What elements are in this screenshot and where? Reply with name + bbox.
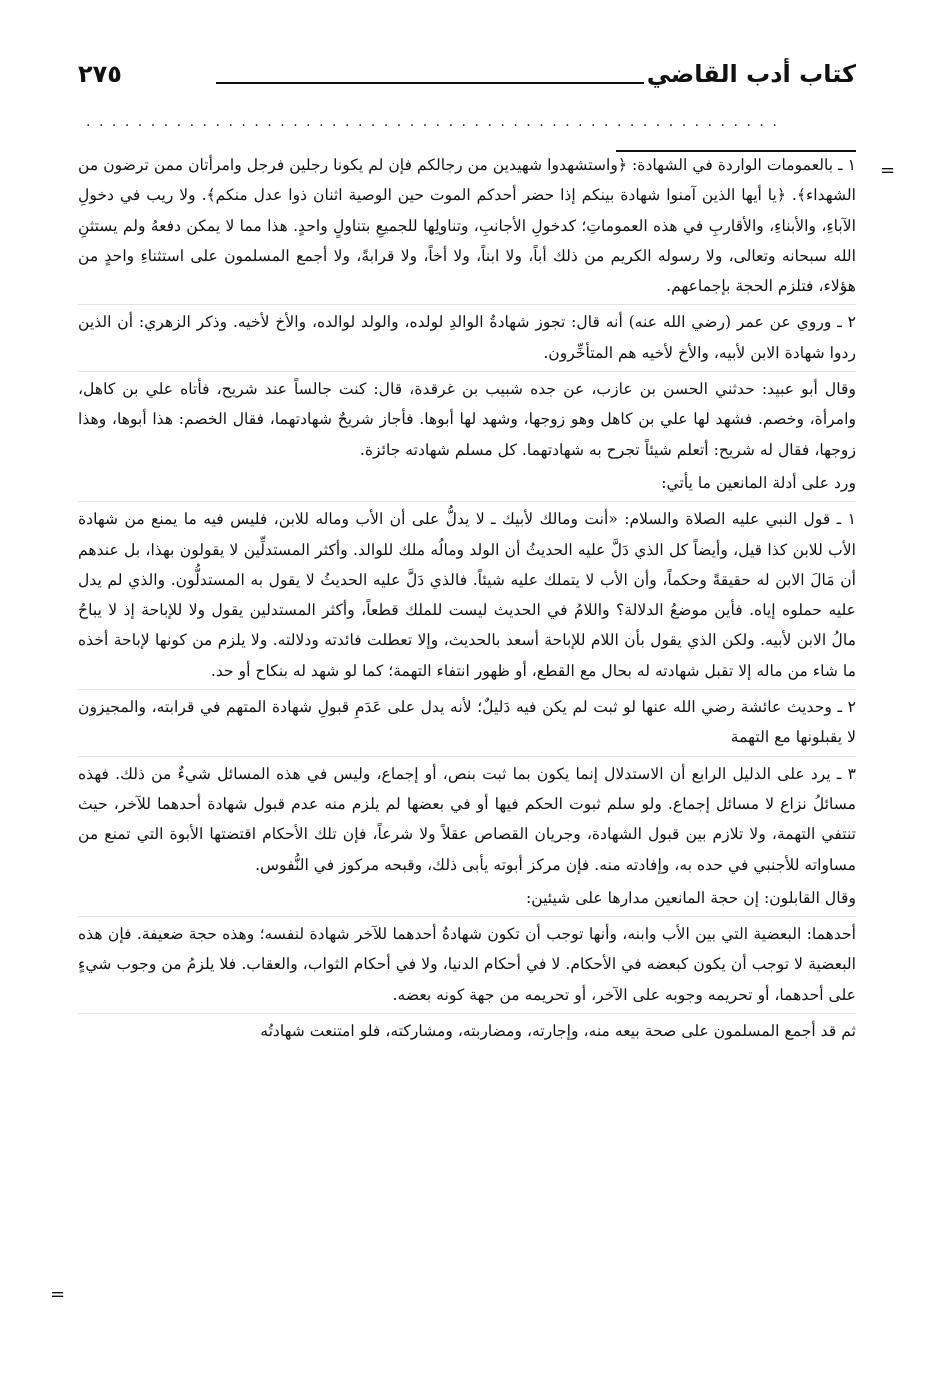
paragraph-1: ١ ـ بالعمومات الواردة في الشهادة: ﴿واستشهدوا شهيدين من رجالكم فإن لم يكونا رجلين فرجل وامرأتان ممن ترضون من الشهداء﴾. ﴿يا أيها الذين آمنوا شهادة بينكم إذا حضر أحدكم الموت حين الوصية اثنان ذوا عدل منكم﴾. ولا ريب في دخولِ الآباءِ، والأبناءِ، والأقاربِ في هذه العموماتِ؛ كدخولِ الأجانبِ، وتناولِها للجميعِ بتناولٍ واحدٍ. هذا مما لا يمكن دفعهُ ولم يستثنِ الله سبحانه وتعالى، ولا رسوله الكريم من ذلك أباً، ولا ابناً، ولا أخاً، ولا قرابةً، ولا أجمع المسلمون على استثناءِ واحدٍ من هؤلاء، فتلزم الحجة بإجماعهم.	[78, 156, 856, 296]
continuation-mark-top: =	[880, 160, 896, 181]
paragraph-8: وقال القابلون: إن حجة المانعين مدارها على شيئين:	[525, 888, 856, 907]
paragraph-7: ٣ ـ يرد على الدليل الرابع أن الاستدلال إنما يكون بما ثبت بنص، أو إجماع، وليس في هذه المسائل شيءٌ من ذلك. فهذه مسائلُ نزاع لا مسائل إجماع. ولو سلم ثبوت الحكم فيها أو في بعضها لم يلزم منه عدم قبول شهادة أحدهما للآخر، حيث تنتفي التهمة، ولا تلازم بين قبول الشهادة، وجريان القصاص عقلاً ولا شرعاً، فإن تلك الأحكام اقتضتها الأبوة التي تمنع من مساواته للأجنبي في حده به، وإفادته منه. فإن مركز أبوته يأبى ذلك، وقبحه مركوز في النُّفوس.	[78, 756, 856, 880]
continuation-mark-bottom: =	[50, 1284, 66, 1305]
paragraph-6: ٢ ـ وحديث عائشة رضي الله عنها لو ثبت لم يكن فيه دَليلٌ؛ لأنه يدل على عَدَمِ قبولِ شهادة المتهم في قرابته، والمجيزون لا يقبلونها مع التهمة	[78, 689, 856, 753]
paragraph-5: ١ ـ قول النبي عليه الصلاة والسلام: «أنت ومالك لأبيك ـ لا يدلُّ على أن الأب وماله للابن، فليس فيه ما يمنع من شهادة الأب للابن كذا قيل، وأيضاً كل الذي دَلَّ عليه الحديثُ أن الولد ومالُه ملك للوالد. وأكثر المستدلِّين لا يقولون بهذا، بل عندهم أن مَالَ الابن له حقيقةً وحكماً، وأن الأب لا يتملك عليه شيئاً. فالذي دَلَّ عليه الحديثُ لا يقول به المستدلُّون. والذي لم يدل عليه حملوه إياه. فأين موضعُ الدلالة؟ واللامُ في الحديث ليست للملك قطعاً، وأكثر المستدلين يقول ولا للإباحة إذ لا يباحُ مالُ الابن لأبيه. ولكن الذي يقول بأن اللام للإباحة أسعد بالحديث، وإلا تعطلت فائدته ودلالته. ولا يلزم من كونها لإباحة أخذه ما شاء من ماله إلا تقبل شهادته له بحال مع القطع، أو ظهور انتفاء التهمة؛ كما لو شهد له بنكاح أو حد.	[78, 501, 856, 686]
footnote-rule	[616, 150, 856, 152]
page-number: ٢٧٥	[78, 60, 122, 88]
running-header	[78, 52, 856, 96]
paragraph-10: ثم قد أجمع المسلمون على صحة بيعه منه، وإجارته، ومضاربته، ومشاركته، فلو امتنعت شهادتُه	[78, 1013, 856, 1046]
paragraph-2: ٢ ـ وروي عن عمر (رضي الله عنه) أنه قال: تجوز شهادةُ الوالدِ لولده، والولد لوالده، والأخ لأخيه. وذكر الزهري: أن الذين ردوا شهادة الابن لأبيه، والأخ لأخيه هم المتأخِّرون.	[78, 304, 856, 368]
book-title: كتاب أدب القاضي	[646, 60, 856, 88]
page	[78, 52, 856, 1049]
dotted-separator: ......................................................	[86, 114, 786, 130]
paragraph-4: ورد على أدلة المانعين ما يأتي:	[661, 473, 856, 492]
paragraph-3: وقال أبو عبيد: حدثني الحسن بن عازب، عن جده شبيب بن غرقدة، قال: كنت جالساً عند شريح، فأتاه علي بن كاهل، وامرأة، وخصم. فشهد لها علي بن كاهل وهو زوجها، وشهد لها أبوها. فأجاز شريحٌ شهادتهما، فقال الخصم: هذا أبوها، وهذا زوجها، فقال له شريح: أتعلم شيئاً تجرح به شهادتهما. كل مسلم شهادته جائزة.	[78, 371, 856, 465]
paragraph-9: أحدهما: البعضية التي بين الأب وابنه، وأنها توجب أن تكون شهادةُ أحدهما للآخر شهادة لنفسه؛ وهذه حجة ضعيفة. فإن هذه البعضية لا توجب أن يكون كبعضه في الأحكام. لا في أحكام الدنيا، ولا في أحكام الثواب، والعقاب. فلا يلزمُ من وجوب شيءٍ على أحدهما، أو تحريمه وجوبه على الآخر، أو تحريمه من جهة كونه بعضه.	[78, 916, 856, 1010]
header-rule	[216, 82, 644, 84]
main-text	[78, 150, 856, 1046]
